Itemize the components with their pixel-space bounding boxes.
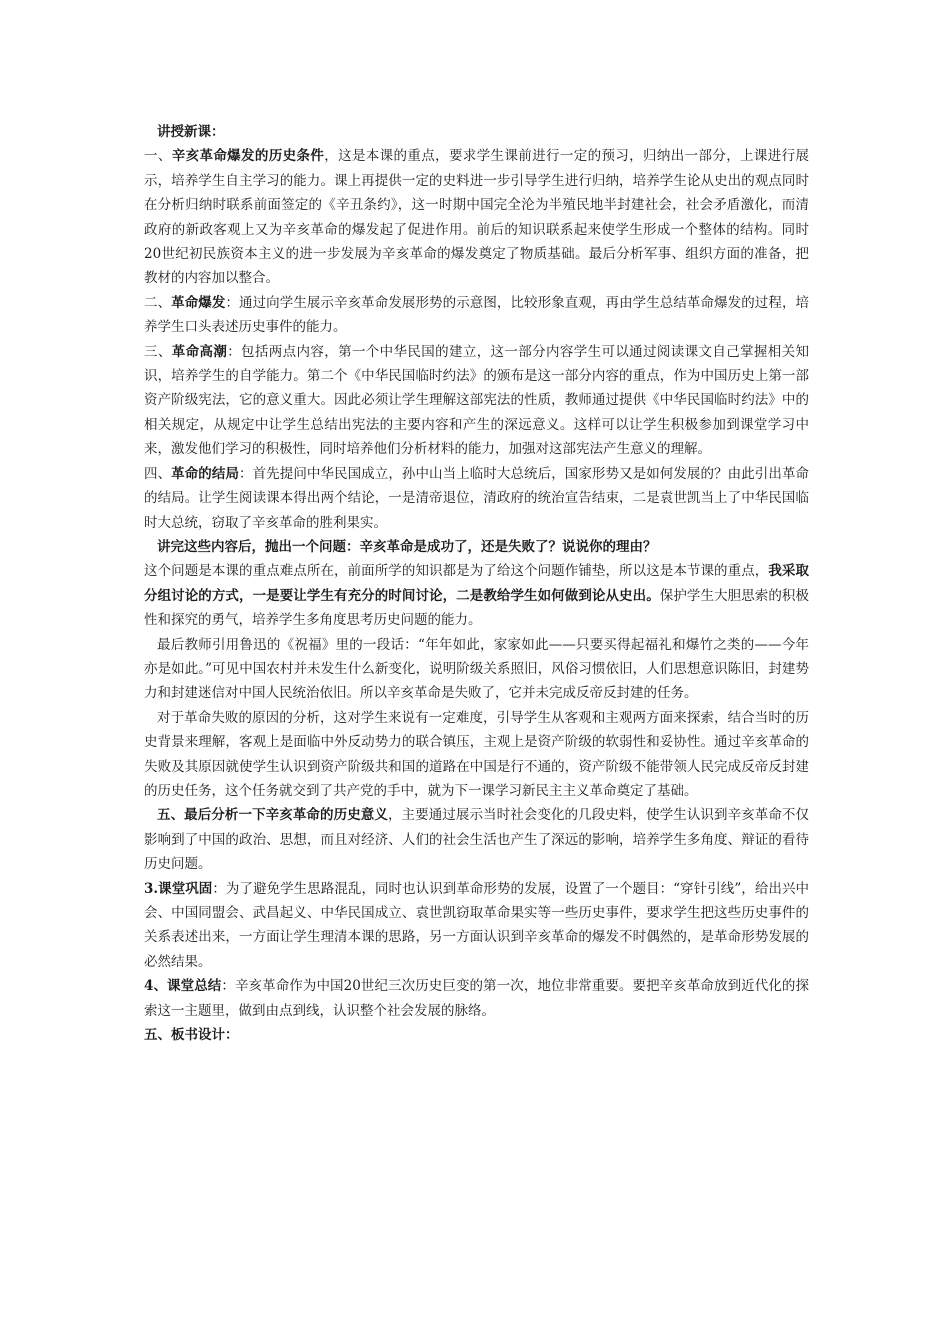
board-design-heading: 五、板书设计： [144, 1027, 239, 1044]
section-number: 一、 [144, 148, 172, 165]
paragraph-discussion [144, 559, 809, 632]
paragraph-summary [144, 974, 809, 1023]
paragraph-outcome [144, 462, 809, 535]
document-page [144, 120, 809, 1047]
section-heading: 讲授新课： [157, 124, 225, 140]
paragraph-outbreak [144, 291, 809, 340]
section-title: 革命爆发 [171, 294, 226, 311]
section-title: 辛亥革命爆发的历史条件 [171, 148, 325, 165]
discussion-text: 这个问题是本课的重点难点所在，前面所学的知识都是为了给这个问题作铺垫，所以这是本节课的重点， [144, 563, 769, 580]
section-title: 4、课堂总结 [144, 978, 222, 995]
section-body: ：首先提问中华民国成立，孙中山当上临时大总统后，国家形势又是如何发展的？由此引出革命的结局。让学生阅读课本得出两个结论，一是清帝退位，清政府的统治宣告结束，二是袁世凯当上了中华民国临时大总统，窃取了辛亥革命的胜利果实。 [144, 465, 810, 531]
section-body: ，主要通过展示当时社会变化的几段史料，使学生认识到辛亥革命不仅影响到了中国的政治、思想，而且对经济、人们的社会生活也产生了深远的影响，培养学生多角度、辩证的看待历史问题。 [144, 807, 810, 873]
section-title: 五、最后分析一下辛亥革命的历史意义 [157, 807, 388, 824]
section-body: ：辛亥革命作为中国20世纪三次历史巨变的第一次，地位非常重要。要把辛亥革命放到近代化的探索这一主题里，做到由点到线，认识整个社会发展的脉络。 [144, 978, 809, 1019]
section-body: ，这是本课的重点，要求学生课前进行一定的预习，归纳出一部分，上课进行展示，培养学生自主学习的能力。课上再提供一定的史料进一步引导学生进行归纳，培养学生论从史出的观点同时在分析归纳时联系前面签定的《辛丑条约》，这一时期中国完全沦为半殖民地半封建社会，社会矛盾激化，而清政府的新政客观上又为辛亥革命的爆发起了促进作用。前后的知识联系起来使学生形成一个整体的结构。同时20世纪初民族资本主义的进一步发展为辛亥革命的爆发奠定了物质基础。最后分析军事、组织方面的准备，把教材的内容加以整合。 [144, 148, 810, 287]
paragraph-conditions [144, 144, 809, 290]
paragraph-consolidation [144, 877, 809, 975]
paragraph-failure-analysis: 对于革命失败的原因的分析，这对学生来说有一定难度，引导学生从客观和主观两方面来探索，结合当时的历史背景来理解，客观上是面临中外反动势力的联合镇压，主观上是资产阶级的软弱性和妥协性。通过辛亥革命的失败及其原因就使学生认识到资产阶级共和国的道路在中国是行不通的，资产阶级不能带领人民完成反帝反封建的历史任务，这个任务就交到了共产党的手中，就为下一课学习新民主主义革命奠定了基础。 [144, 709, 809, 799]
section-body: ：通过向学生展示辛亥革命发展形势的示意图，比较形象直观，再由学生总结革命爆发的过程，培养学生口头表述历史事件的能力。 [144, 294, 810, 336]
paragraph-luxun-quote: 最后教师引用鲁迅的《祝福》里的一段话：“年年如此，家家如此——只要买得起福礼和爆竹之类的——今年亦是如此。”可见中国农村并未发生什么新变化，说明阶级关系照旧，风俗习惯依旧，人们思想意识陈旧，封建势力和封建迷信对中国人民统治依旧。所以辛亥革命是失败了，它并未完成反帝反封建的任务。 [144, 636, 809, 702]
section-title: 革命高潮 [171, 343, 228, 360]
section-body: ：包括两点内容，第一个中华民国的建立，这一部分内容学生可以通过阅读课文自己掌握相关知识，培养学生的自学能力。第二个《中华民国临时约法》的颁布是这一部分内容的重点，作为中国历史上第一部资产阶级宪法，它的意义重大。因此必须让学生理解这部宪法的性质，教师通过提供《中华民国临时约法》中的相关规定，从规定中让学生总结出宪法的主要内容和产生的深远意义。这样可以让学生积极参加到课堂学习中来，激发他们学习的积极性，同时培养他们分析材料的能力，加强对这部宪法产生意义的理解。 [144, 343, 810, 458]
section-title: 革命的结局 [171, 465, 240, 482]
paragraph-climax [144, 340, 809, 462]
section-number: 四、 [144, 465, 172, 482]
paragraph-question: 讲完这些内容后，抛出一个问题：辛亥革命是成功了，还是失败了？说说你的理由？ [157, 538, 657, 555]
discussion-tail: 保护学生大胆思索的积极性和探究的勇气，培养学生多角度思考历史问题的能力。 [144, 587, 810, 629]
section-number: 三、 [144, 343, 172, 360]
discussion-method: 我采取分组讨论的方式，一是要让学生有充分的时间讨论，二是教给学生如何做到论从史出。 [144, 563, 810, 604]
paragraph-significance [144, 803, 809, 876]
section-number: 二、 [144, 294, 172, 311]
section-title: 3.课堂巩固 [144, 880, 213, 897]
section-body: ：为了避免学生思路混乱，同时也认识到革命形势的发展，设置了一个题目：“穿针引线”，给出兴中会、中国同盟会、武昌起义、中华民国成立、袁世凯窃取革命果实等一些历史事件，要求学生把这些历史事件的关系表述出来，一方面让学生理清本课的思路，另一方面认识到辛亥革命的爆发不时偶然的，是革命形势发展的必然结果。 [144, 880, 809, 970]
